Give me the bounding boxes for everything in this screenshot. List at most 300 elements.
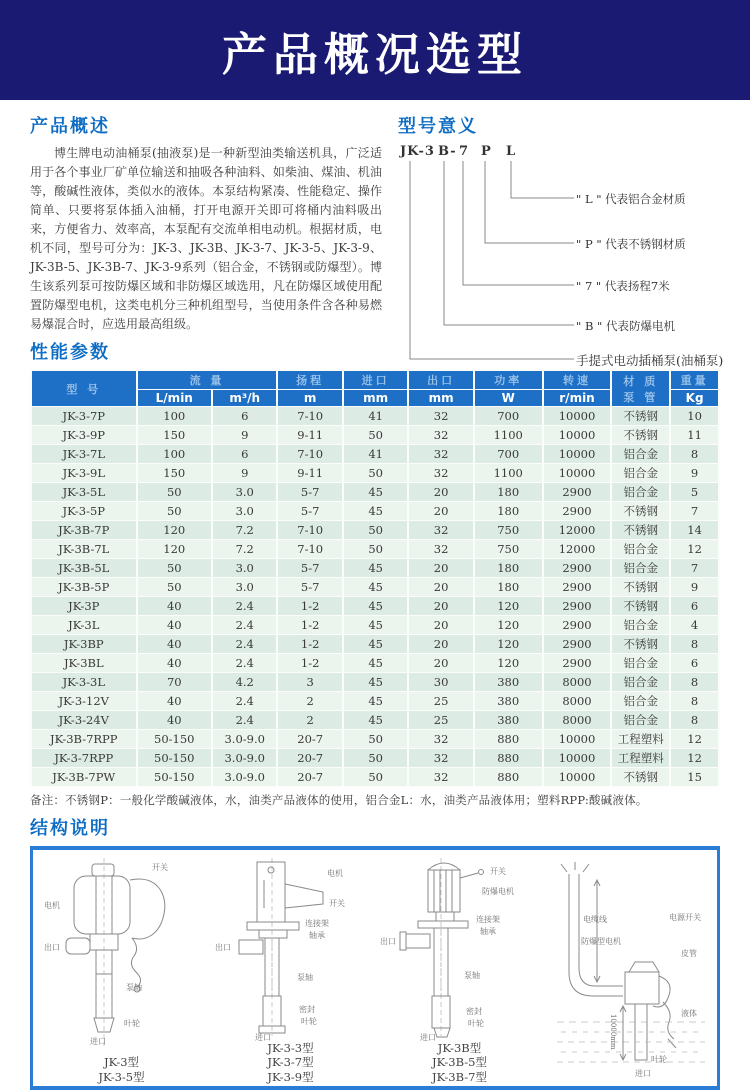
table-cell: 45: [344, 654, 407, 672]
table-row: [32, 540, 718, 558]
col-header-material: [612, 371, 669, 406]
table-cell: 150: [138, 426, 211, 444]
col-unit-inlet: mm: [344, 390, 407, 406]
col-header-outlet: 出口: [409, 371, 472, 389]
table-cell: 14: [671, 521, 718, 539]
table-cell: 3.0: [213, 559, 276, 577]
table-cell: 45: [344, 692, 407, 710]
table-cell: 120: [475, 597, 542, 615]
col-unit-power: W: [475, 390, 542, 406]
pump-drawing-icon: [209, 856, 372, 1040]
table-cell: 20: [409, 616, 472, 634]
overview-heading: 产品概述: [30, 116, 110, 137]
table-row: [32, 635, 718, 653]
table-cell: 880: [475, 768, 542, 786]
table-cell: 12: [671, 749, 718, 767]
table-cell: 9: [213, 426, 276, 444]
table-cell: 40: [138, 597, 211, 615]
table-cell: JK-3L: [32, 616, 136, 634]
table-cell: 45: [344, 635, 407, 653]
table-cell: 50: [344, 730, 407, 748]
table-cell: JK-3B-5L: [32, 559, 136, 577]
table-cell: 7.2: [213, 521, 276, 539]
table-row: [32, 711, 718, 729]
table-cell: 10000: [544, 445, 611, 463]
label-impeller: 叶轮: [651, 1055, 667, 1064]
table-cell: JK-3-9P: [32, 426, 136, 444]
table-cell: 铝合金: [612, 654, 669, 672]
table-cell: 750: [475, 540, 542, 558]
table-row: [32, 768, 718, 786]
caption-line: JK-3-3型: [267, 1040, 314, 1055]
table-cell: 工程塑料: [612, 749, 669, 767]
table-cell: 2.4: [213, 635, 276, 653]
table-cell: 50: [344, 426, 407, 444]
label-power-switch: 电源开关: [669, 913, 701, 922]
table-cell: 700: [475, 407, 542, 425]
pump-diagram-jk3-379: [209, 856, 372, 1084]
table-cell: 50: [138, 559, 211, 577]
table-cell: 45: [344, 597, 407, 615]
table-cell: 40: [138, 635, 211, 653]
table-cell: 700: [475, 445, 542, 463]
table-cell: 50: [344, 749, 407, 767]
table-cell: 2900: [544, 635, 611, 653]
label-impeller: 叶轮: [124, 1019, 140, 1028]
table-cell: 45: [344, 578, 407, 596]
col-header-material-line2: 泵 管: [623, 390, 659, 404]
table-cell: 9-11: [278, 426, 341, 444]
table-cell: 3.0-9.0: [213, 749, 276, 767]
label-seal: 密封: [466, 1007, 482, 1016]
table-cell: 180: [475, 559, 542, 577]
performance-table: [30, 370, 720, 787]
table-row: [32, 407, 718, 425]
label-motor: 电机: [327, 869, 343, 878]
table-cell: 1-2: [278, 654, 341, 672]
table-row: [32, 521, 718, 539]
col-unit-lmin: L/min: [138, 390, 211, 406]
table-cell: 41: [344, 407, 407, 425]
table-cell: 32: [409, 445, 472, 463]
col-unit-head: m: [278, 390, 341, 406]
table-cell: 380: [475, 692, 542, 710]
diagram4-captions: [547, 1040, 710, 1084]
table-cell: JK-3B-7RPP: [32, 730, 136, 748]
table-cell: 3.0: [213, 578, 276, 596]
label-impeller: 叶轮: [468, 1019, 484, 1028]
label-inlet: 进口: [420, 1033, 436, 1042]
table-row: [32, 483, 718, 501]
table-cell: 12: [671, 730, 718, 748]
col-header-head: 扬程: [278, 371, 341, 389]
table-cell: 10000: [544, 407, 611, 425]
table-cell: 32: [409, 407, 472, 425]
table-cell: 9: [671, 464, 718, 482]
table-cell: 4: [671, 616, 718, 634]
table-cell: 45: [344, 673, 407, 691]
structure-heading: 结构说明: [30, 818, 110, 839]
label-exproof-motor: 防爆电机: [482, 887, 514, 896]
model-code-7: 7: [459, 144, 470, 159]
performance-heading: 性能参数: [30, 342, 110, 363]
table-cell: 120: [138, 540, 211, 558]
table-cell: 20-7: [278, 749, 341, 767]
table-cell: 7.2: [213, 540, 276, 558]
table-cell: 10000: [544, 426, 611, 444]
table-cell: 50: [344, 521, 407, 539]
table-cell: 9: [671, 578, 718, 596]
table-cell: 10000: [544, 464, 611, 482]
table-cell: 6: [213, 407, 276, 425]
table-cell: 8000: [544, 673, 611, 691]
table-cell: 1100: [475, 464, 542, 482]
table-cell: 4.2: [213, 673, 276, 691]
table-cell: 1100: [475, 426, 542, 444]
label-bracket: 连接架: [305, 919, 329, 928]
table-note: 备注：不锈钢P：一般化学酸碱液体，水，油类产品液体的使用，铝合金L：水，油类产品液体用；塑料RPP:酸碱液体。: [30, 793, 648, 807]
table-cell: JK-3B-7P: [32, 521, 136, 539]
table-cell: JK-3-24V: [32, 711, 136, 729]
table-cell: 铝合金: [612, 540, 669, 558]
table-cell: 7-10: [278, 521, 341, 539]
table-cell: 不锈钢: [612, 407, 669, 425]
table-row: [32, 578, 718, 596]
table-row: [32, 616, 718, 634]
table-cell: 45: [344, 616, 407, 634]
table-cell: 不锈钢: [612, 578, 669, 596]
table-cell: 3.0-9.0: [213, 768, 276, 786]
diagram3-captions: [378, 1040, 541, 1084]
label-switch: 开关: [329, 899, 345, 908]
table-cell: 20: [409, 635, 472, 653]
label-cable: 电缆线: [583, 915, 607, 924]
table-cell: 铝合金: [612, 616, 669, 634]
pump-diagram-jk3b: [378, 856, 541, 1084]
col-header-weight: 重量: [671, 371, 718, 389]
label-outlet: 出口: [380, 937, 396, 946]
table-cell: JK-3B-7PW: [32, 768, 136, 786]
table-cell: 40: [138, 711, 211, 729]
table-cell: 50: [138, 502, 211, 520]
table-cell: 15: [671, 768, 718, 786]
table-cell: 2.4: [213, 654, 276, 672]
col-header-flow: 流 量: [138, 371, 277, 389]
table-cell: 40: [138, 654, 211, 672]
label-switch: 开关: [152, 863, 168, 872]
table-cell: 8: [671, 635, 718, 653]
table-cell: 8000: [544, 711, 611, 729]
pump-diagram-jk3: [40, 856, 203, 1084]
table-cell: 11: [671, 426, 718, 444]
table-cell: 8: [671, 445, 718, 463]
table-cell: 50: [344, 768, 407, 786]
table-cell: 不锈钢: [612, 426, 669, 444]
table-cell: 880: [475, 730, 542, 748]
table-cell: 2900: [544, 616, 611, 634]
table-cell: 120: [138, 521, 211, 539]
table-cell: JK-3-3L: [32, 673, 136, 691]
table-cell: 40: [138, 616, 211, 634]
table-cell: 50-150: [138, 730, 211, 748]
col-header-model: 型 号: [32, 371, 136, 406]
table-row: [32, 502, 718, 520]
table-cell: 380: [475, 673, 542, 691]
table-cell: 2900: [544, 597, 611, 615]
table-cell: JK-3-9L: [32, 464, 136, 482]
table-cell: JK-3-7P: [32, 407, 136, 425]
pump-drawing-icon: [40, 856, 203, 1052]
table-cell: 5-7: [278, 578, 341, 596]
page-banner: [0, 0, 750, 100]
table-cell: 880: [475, 749, 542, 767]
table-cell: 铝合金: [612, 559, 669, 577]
table-cell: 铝合金: [612, 445, 669, 463]
table-cell: 不锈钢: [612, 521, 669, 539]
table-cell: JK-3-12V: [32, 692, 136, 710]
table-cell: 380: [475, 711, 542, 729]
table-cell: 32: [409, 749, 472, 767]
table-cell: 不锈钢: [612, 768, 669, 786]
table-cell: 2900: [544, 578, 611, 596]
table-cell: 20: [409, 578, 472, 596]
table-row: [32, 597, 718, 615]
col-header-power: 功率: [475, 371, 542, 389]
diagram2-captions: [209, 1040, 372, 1084]
table-cell: 3.0: [213, 502, 276, 520]
table-cell: 工程塑料: [612, 730, 669, 748]
table-cell: 25: [409, 711, 472, 729]
table-cell: 10000: [544, 749, 611, 767]
table-cell: 120: [475, 616, 542, 634]
table-cell: 50-150: [138, 768, 211, 786]
table-cell: 2900: [544, 654, 611, 672]
label-inlet: 进口: [255, 1033, 271, 1042]
label-bearing: 轴承: [480, 927, 496, 936]
label-hose: 皮管: [681, 949, 697, 958]
model-code-l: L: [506, 144, 517, 159]
page-content: [0, 100, 750, 1090]
table-cell: 180: [475, 483, 542, 501]
table-cell: 20-7: [278, 768, 341, 786]
table-cell: 120: [475, 635, 542, 653]
label-outlet: 出口: [44, 943, 60, 952]
table-cell: 10000: [544, 730, 611, 748]
legend-7: " 7 " 代表扬程7米: [576, 279, 670, 293]
table-cell: 2900: [544, 559, 611, 577]
table-cell: 3: [278, 673, 341, 691]
table-cell: 铝合金: [612, 692, 669, 710]
table-cell: JK-3BP: [32, 635, 136, 653]
table-cell: 120: [475, 654, 542, 672]
label-switch: 开关: [490, 867, 506, 876]
table-cell: 41: [344, 445, 407, 463]
table-cell: 12: [671, 540, 718, 558]
label-seal: 密封: [299, 1005, 315, 1014]
caption-line: JK-3B-7型: [432, 1069, 487, 1084]
table-cell: JK-3BL: [32, 654, 136, 672]
table-row: [32, 692, 718, 710]
table-cell: 750: [475, 521, 542, 539]
table-cell: 180: [475, 502, 542, 520]
table-cell: 铝合金: [612, 464, 669, 482]
table-cell: 7: [671, 559, 718, 577]
table-cell: 10000: [544, 768, 611, 786]
label-outlet: 出口: [215, 943, 231, 952]
table-cell: 100: [138, 407, 211, 425]
table-cell: JK-3-7L: [32, 445, 136, 463]
table-cell: 32: [409, 521, 472, 539]
table-row: [32, 673, 718, 691]
table-cell: 45: [344, 559, 407, 577]
table-cell: 45: [344, 483, 407, 501]
table-cell: 5-7: [278, 559, 341, 577]
table-row: [32, 445, 718, 463]
table-cell: 20: [409, 654, 472, 672]
label-exproof-motor: 防爆型电机: [581, 937, 621, 946]
table-cell: 2900: [544, 502, 611, 520]
performance-table-head: [32, 371, 718, 406]
table-cell: 不锈钢: [612, 635, 669, 653]
model-code-p: P: [481, 144, 492, 159]
table-cell: 7-10: [278, 407, 341, 425]
table-cell: 5-7: [278, 502, 341, 520]
table-cell: 6: [671, 597, 718, 615]
table-cell: 8: [671, 692, 718, 710]
table-cell: 铝合金: [612, 673, 669, 691]
table-cell: JK-3-5P: [32, 502, 136, 520]
table-cell: 9: [213, 464, 276, 482]
table-cell: 1-2: [278, 597, 341, 615]
table-cell: 50: [344, 540, 407, 558]
structure-diagrams-box: [30, 846, 720, 1090]
caption-line: JK-3-7型: [267, 1055, 314, 1070]
label-motor: 电机: [44, 901, 60, 910]
col-unit-weight: Kg: [671, 390, 718, 406]
table-row: [32, 559, 718, 577]
table-cell: 2900: [544, 483, 611, 501]
table-cell: 2.4: [213, 616, 276, 634]
table-cell: 30: [409, 673, 472, 691]
table-cell: 50: [344, 464, 407, 482]
model-code-prefix: JK-3: [400, 144, 435, 159]
table-cell: 100: [138, 445, 211, 463]
table-cell: 2: [278, 711, 341, 729]
pump-usage-diagram: [547, 856, 710, 1084]
table-row: [32, 426, 718, 444]
table-cell: 2.4: [213, 711, 276, 729]
table-cell: 20: [409, 597, 472, 615]
table-cell: 20: [409, 502, 472, 520]
overview-paragraph: 博生牌电动油桶泵(抽液泵)是一种新型油类输送机具，广泛适用于各个事业厂矿单位输送和抽吸各种油料、如柴油、煤油、机油等，酸碱性液体，类似水的液体。本泵结构紧凑、性能稳定、操作简单、只要将泵体插入油桶，打开电源开关即可将桶内油料吸出来，方便省力、效率高，本泵配有交流单相电动机。根据材质，电机不同，型号可分为：JK-3、JK-3B、JK-3-7、JK-3-5、JK-3-9、JK-3B-5、JK-3B-7、JK-3-9系列（铝合金，不锈钢或防爆型）。博生该系列泵可按防爆区域和非防爆区域选用，凡在防爆区域使用配置防爆型电机，这类电机分三种机组型号，当使用条件含各种易燃易爆混合时，应选用最高组级。: [30, 146, 382, 331]
caption-line: JK-3-9型: [267, 1069, 314, 1084]
table-cell: 50: [138, 578, 211, 596]
table-cell: 3.0: [213, 483, 276, 501]
caption-line: JK-3型: [103, 1055, 140, 1070]
table-cell: 1-2: [278, 635, 341, 653]
table-cell: 7-10: [278, 445, 341, 463]
table-cell: 铝合金: [612, 711, 669, 729]
table-cell: 20: [409, 559, 472, 577]
legend-b: " B " 代表防爆电机: [576, 319, 675, 333]
col-header-speed: 转速: [544, 371, 611, 389]
table-cell: 12000: [544, 540, 611, 558]
label-pump-shaft: 泵轴: [126, 983, 142, 992]
label-bracket: 连接架: [476, 915, 500, 924]
table-cell: 8: [671, 711, 718, 729]
table-cell: 50: [138, 483, 211, 501]
overview-section: [30, 110, 382, 336]
table-cell: 20: [409, 483, 472, 501]
table-cell: 180: [475, 578, 542, 596]
legend-l: " L " 代表铝合金材质: [576, 192, 686, 206]
label-liquid: 液体: [681, 1009, 697, 1018]
table-cell: JK-3B-7L: [32, 540, 136, 558]
table-cell: 45: [344, 502, 407, 520]
table-cell: 9-11: [278, 464, 341, 482]
legend-p: " P " 代表不锈钢材质: [576, 237, 686, 251]
caption-line: JK-3B-5型: [432, 1055, 487, 1070]
page-title: 产品概况选型: [221, 27, 528, 81]
table-cell: 32: [409, 768, 472, 786]
col-header-inlet: 进口: [344, 371, 407, 389]
table-cell: JK-3P: [32, 597, 136, 615]
table-cell: 7: [671, 502, 718, 520]
caption-line: JK-3B型: [437, 1040, 482, 1055]
table-cell: 50-150: [138, 749, 211, 767]
col-header-material-line1: 材 质: [623, 374, 659, 388]
table-cell: JK-3-5L: [32, 483, 136, 501]
model-code-b: B-: [438, 144, 457, 159]
table-cell: 25: [409, 692, 472, 710]
table-cell: 2: [278, 692, 341, 710]
col-unit-outlet: mm: [409, 390, 472, 406]
table-cell: 7-10: [278, 540, 341, 558]
table-cell: 5: [671, 483, 718, 501]
table-cell: 3.0-9.0: [213, 730, 276, 748]
table-cell: 150: [138, 464, 211, 482]
table-cell: 不锈钢: [612, 597, 669, 615]
table-cell: 1-2: [278, 616, 341, 634]
table-cell: 6: [671, 654, 718, 672]
table-cell: JK-3B-5P: [32, 578, 136, 596]
table-cell: 32: [409, 540, 472, 558]
perf-table-body: [32, 407, 718, 786]
table-cell: 8: [671, 673, 718, 691]
legend-base: 手提式电动插桶泵(油桶泵): [576, 353, 724, 368]
table-cell: 8000: [544, 692, 611, 710]
table-cell: 铝合金: [612, 483, 669, 501]
label-inlet: 进口: [90, 1037, 106, 1046]
table-cell: 32: [409, 730, 472, 748]
table-cell: 12000: [544, 521, 611, 539]
table-cell: 20-7: [278, 730, 341, 748]
col-unit-m3h: m³/h: [213, 390, 276, 406]
table-cell: 10: [671, 407, 718, 425]
pump-drawing-icon: [378, 856, 541, 1040]
model-meaning-section: [398, 110, 724, 368]
table-row: [32, 654, 718, 672]
caption-line: JK-3-5型: [98, 1069, 145, 1084]
model-code-connector-lines: [398, 144, 750, 372]
table-cell: 2.4: [213, 692, 276, 710]
table-cell: 40: [138, 692, 211, 710]
table-cell: 6: [213, 445, 276, 463]
label-depth: 10000mm: [609, 1014, 617, 1050]
table-cell: 70: [138, 673, 211, 691]
table-row: [32, 730, 718, 748]
col-unit-speed: r/min: [544, 390, 611, 406]
